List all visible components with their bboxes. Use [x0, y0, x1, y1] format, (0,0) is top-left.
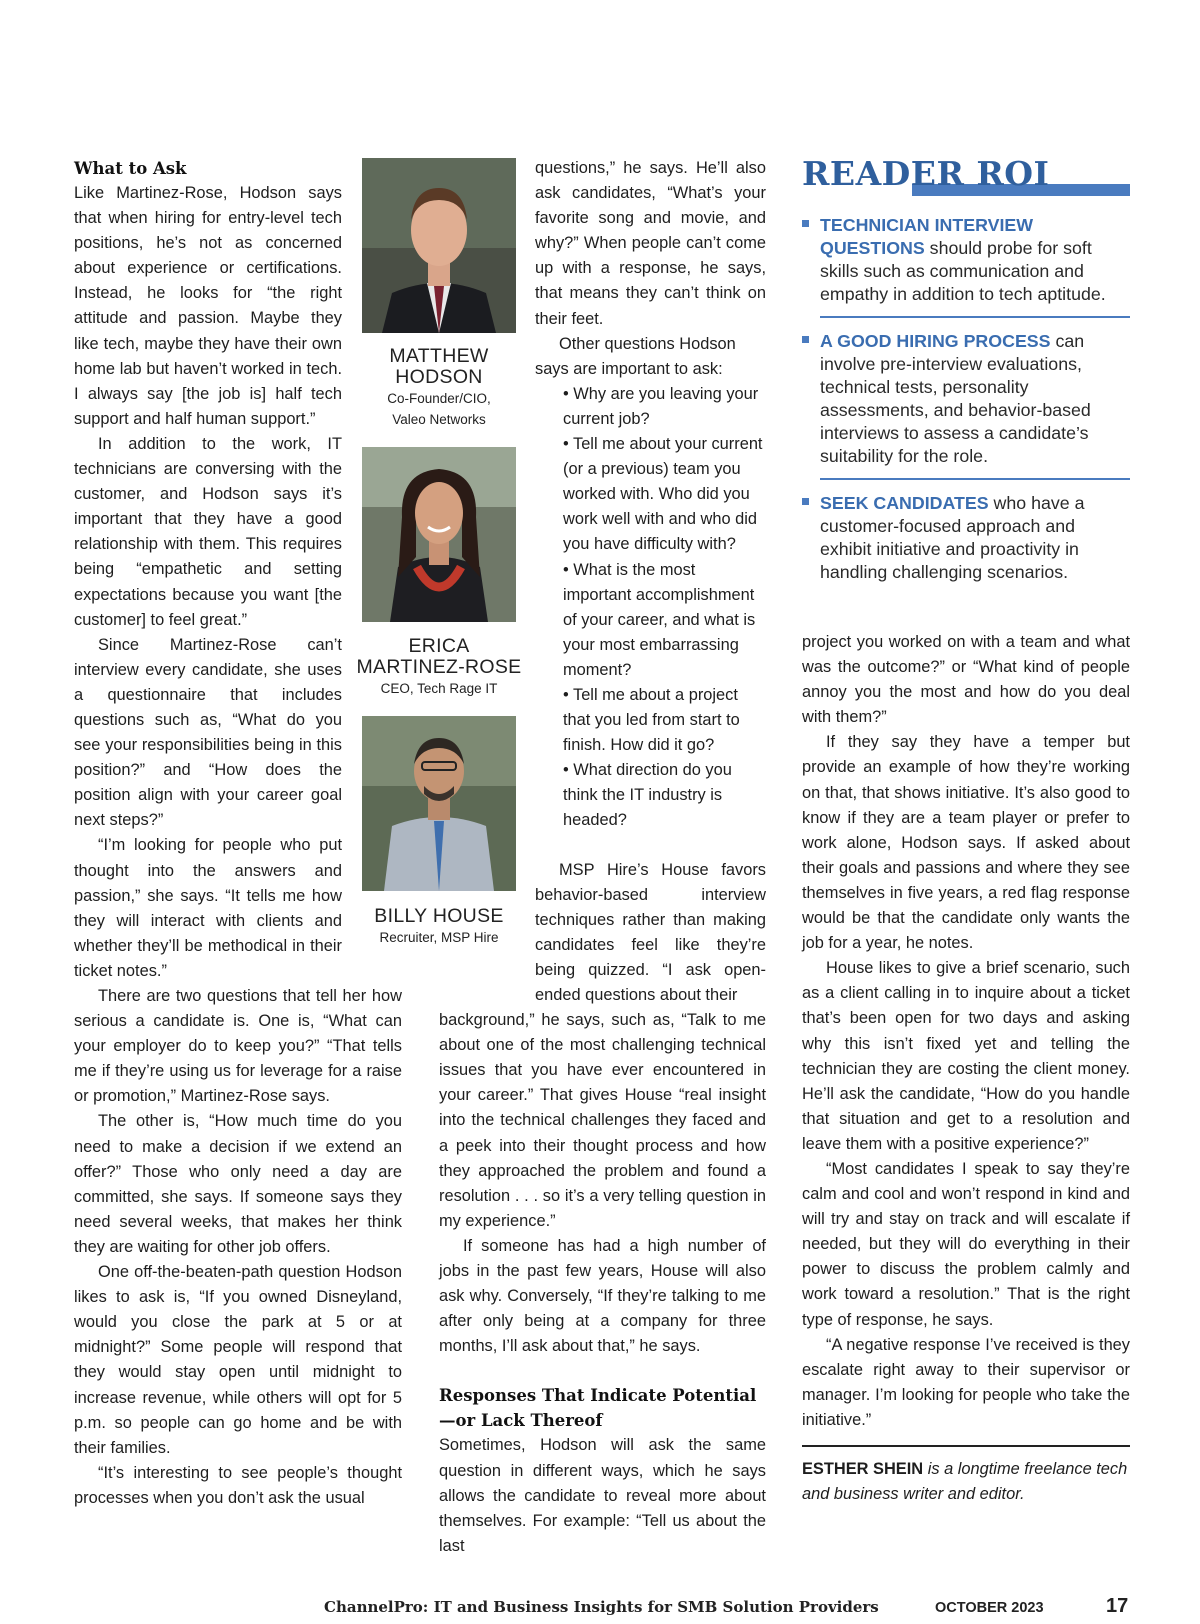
author-byline [802, 1457, 1130, 1507]
roi-item-lead: SEEK CANDIDATES [820, 493, 989, 513]
paragraph: “A negative response I’ve received is they escalate right away to their supervisor or manager. I’m looking for people who take the initiative.” [802, 1335, 1130, 1429]
page-footer [0, 1595, 1200, 1624]
question-bullet: • What direction do you think the IT industry is headed? [563, 761, 732, 830]
left-column [74, 156, 402, 1511]
paragraph: questions,” he says. He’ll also ask candidates, “What’s your favorite song and movie, and why?” When people can’t come up with a response, he says, that means they can’t think on their feet. [535, 159, 766, 328]
divider [802, 1445, 1130, 1447]
paragraph: project you worked on with a team and what was the outcome?” or “What kind of people annoy you the most and how do you deal with them?” [802, 633, 1130, 727]
question-bullet: • Tell me about your current (or a previous) team you worked with. Who did you work well with and who did you have difficulty with? [563, 435, 763, 554]
caption-title: Valeo Networks [392, 412, 486, 427]
paragraph: In addition to the work, IT technicians are conversing with the customer, and Hodson says it’s important that they have a good relationship with them. This requires being “empathetic and setting expectations because you want [the customer] to feel great.” [74, 434, 342, 629]
paragraph: MSP Hire’s House favors behavior-based interview techniques rather than making candidates feel like they’re being quizzed. “I ask open-ended questions about their [535, 860, 766, 1004]
middle-column [439, 156, 766, 1559]
paragraph: House likes to give a brief scenario, such as a client calling in to inquire about a ticket that’s been open for two days and asking why this isn’t fixed yet and telling the technician they are costing the client money. He’ll ask the candidate, “How do you handle that situation and get to a resolution and leave them with a positive experience?” [802, 959, 1130, 1153]
paragraph: Other questions Hodson says are important to ask: [535, 334, 736, 378]
divider [820, 478, 1130, 480]
caption-name: MARTINEZ-ROSE [356, 656, 522, 678]
caption-name: MATTHEW HODSON [389, 345, 489, 388]
roi-item-lead: TECHNICIAN INTERVIEW QUESTIONS [820, 215, 1034, 258]
reader-roi-box [802, 156, 1130, 584]
roi-item-lead: A GOOD HIRING PROCESS [820, 331, 1051, 351]
question-bullet: • Why are you leaving your current job? [563, 384, 759, 428]
square-bullet-icon [802, 336, 809, 343]
paragraph: “Most candidates I speak to say they’re calm and cool and won’t respond in kind and will try and stay on track and will escalate if needed, but they will do everything in their power to discuss the problem calmly and work toward a resolution.” That is the right type of response, he says. [802, 1159, 1130, 1329]
caption-name: BILLY HOUSE [374, 905, 504, 927]
paragraph: “I’m looking for people who put thought into the answers and passion,” she says. “It tells me how they will interact with clients and whether they’ll be methodical in their ticket notes.” [74, 836, 342, 980]
issue-date: OCTOBER 2023 [935, 1600, 1044, 1616]
question-bullet: • What is the most important accomplishment of your career, and what is your most embarrassing moment? [563, 560, 756, 679]
right-column [802, 630, 1130, 1507]
caption-title: Recruiter, MSP Hire [379, 930, 499, 945]
roi-item [802, 492, 1130, 584]
roi-item [802, 214, 1130, 306]
paragraph: background,” he says, such as, “Talk to me about one of the most challenging technical issues that you have ever encountered in your career.” That gives House “real insight into the technical challenges they faced and a peek into their thought process and how they approached the problem and found a resolution . . . so it’s a very telling question in my experience.” [439, 1011, 766, 1230]
caption-name: ERICA [408, 635, 470, 657]
magazine-title: ChannelPro: IT and Business Insights for SMB Solution Providers [324, 1598, 879, 1616]
paragraph: There are two questions that tell her how serious a candidate is. One is, “What can your employer do to keep you?” “That tells me if they’re using us for leverage for a raise or promotion,” Martinez-Rose says. [74, 987, 402, 1106]
paragraph: Sometimes, Hodson will ask the same question in different ways, which he says allows the candidate to reveal more about themselves. For example: “Tell us about the last [439, 1436, 766, 1555]
divider [820, 316, 1130, 318]
roi-item-text: should probe for soft skills such as communication and empathy in addition to tech aptitude. [820, 238, 1106, 304]
caption-title: Co-Founder/CIO, [387, 391, 491, 406]
roi-item-text: who have a customer-focused approach and exhibit initiative and proactivity in handling challenging scenarios. [820, 493, 1085, 582]
paragraph: The other is, “How much time do you need to make a decision if we extend an offer?” Those who only need a day are committed, she says. If someone says they need several weeks, that makes her think they are waiting for other job offers. [74, 1112, 402, 1256]
paragraph: “It’s interesting to see people’s thought processes when you don’t ask the usual [74, 1463, 402, 1507]
section-heading: What to Ask [74, 159, 187, 178]
paragraph: Since Martinez-Rose can’t interview every candidate, she uses a questionnaire that includes questions such as, “What do you see your responsibilities being in this position?” and “How does the position align with your career goal next steps?” [74, 635, 342, 830]
author-name: ESTHER SHEIN [802, 1459, 924, 1478]
paragraph: If someone has had a high number of jobs in the past few years, House will also ask why. Conversely, “If they’re talking to me after only being at a company for three months, I’ll ask about that,” he says. [439, 1236, 766, 1356]
page-number: 17 [1106, 1595, 1129, 1617]
caption-title: CEO, Tech Rage IT [380, 681, 498, 696]
reader-roi-title: READER ROI [802, 154, 1050, 193]
square-bullet-icon [802, 498, 809, 505]
paragraph: One off-the-beaten-path question Hodson likes to ask is, “If you owned Disneyland, would you close the park at 5 or at midnight?” Some people will respond that they would stay open until midnight to increase revenue, while others will opt for 5 p.m. so people can go home and be with their families. [74, 1263, 402, 1457]
question-bullet: • Tell me about a project that you led from start to finish. How did it go? [563, 685, 740, 755]
paragraph: Like Martinez-Rose, Hodson says that when hiring for entry-level tech positions, he’s not as concerned about experience or certifications. Instead, he looks for “the right attitude and passion. Maybe they like tech, maybe they have their own home lab but haven’t worked in tech. I always say [the job is] half tech support and half human support.” [74, 184, 342, 428]
roi-item-text: can involve pre-interview evaluations, technical tests, personality assessments, and behavior-based interviews to assess a candidate’s suitability for the role. [820, 331, 1091, 466]
section-heading: Responses That Indicate Potential—or Lack Thereof [439, 1386, 757, 1431]
roi-item [802, 330, 1130, 468]
square-bullet-icon [802, 220, 809, 227]
paragraph: If they say they have a temper but provide an example of how they’re working on that, that shows initiative. It’s also good to know if they are a team player or prefer to work alone, Hodson says. If asked about their goals and passions and where they see themselves in five years, a red flag response would be that the candidate only wants the job for a year, he notes. [802, 733, 1130, 953]
author-bio: is a longtime freelance tech and business writer and editor. [802, 1459, 1128, 1503]
